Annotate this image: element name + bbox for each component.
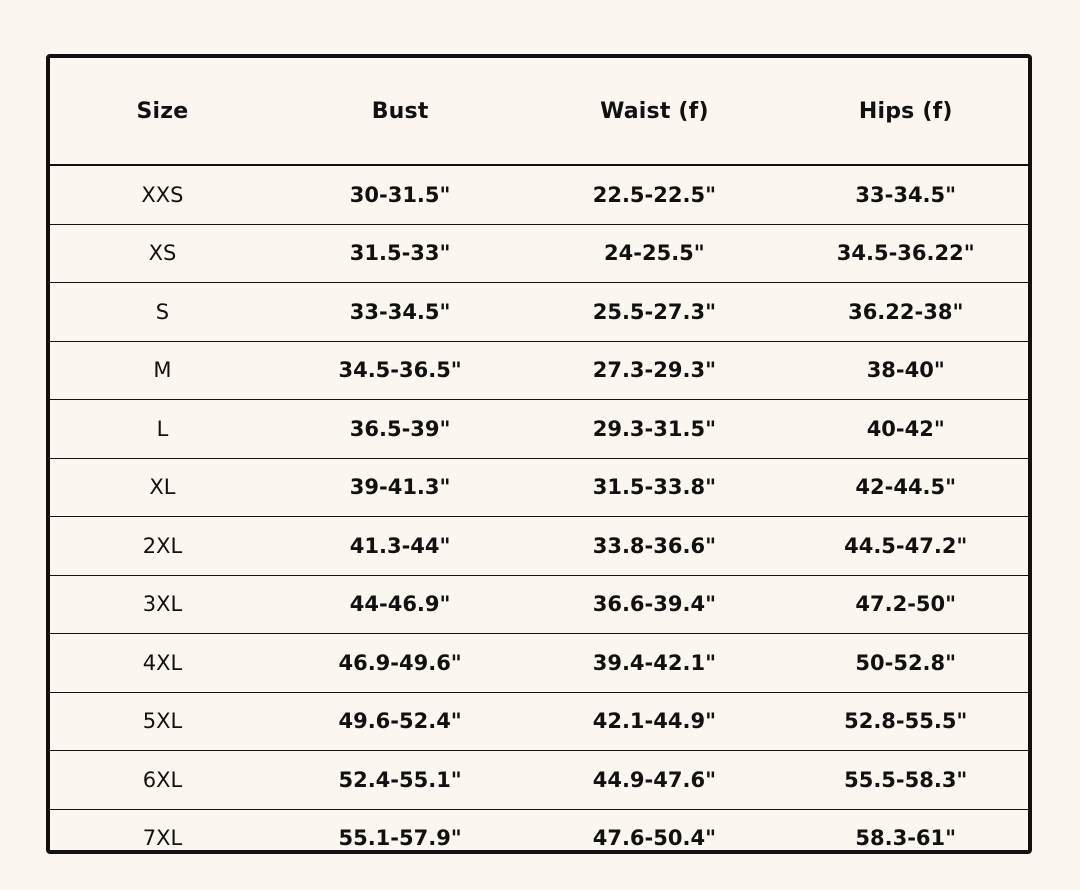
table-row	[50, 517, 1028, 576]
cell-bust: 44-46.9"	[275, 575, 525, 634]
cell-waist: 36.6-39.4"	[525, 575, 783, 634]
cell-hips: 38-40"	[783, 341, 1028, 400]
cell-waist: 39.4-42.1"	[525, 634, 783, 693]
cell-waist: 25.5-27.3"	[525, 283, 783, 342]
cell-bust: 49.6-52.4"	[275, 692, 525, 751]
column-header-hips: Hips (f)	[783, 58, 1028, 165]
cell-hips: 52.8-55.5"	[783, 692, 1028, 751]
cell-size: 7XL	[142, 826, 183, 851]
column-header-size: Size	[50, 58, 275, 165]
cell-size: S	[50, 283, 275, 342]
cell-waist: 33.8-36.6"	[525, 517, 783, 576]
cell-size: 2XL	[50, 517, 275, 576]
cell-waist: 31.5-33.8"	[525, 458, 783, 517]
cell-hips: 42-44.5"	[783, 458, 1028, 517]
cell-hips: 55.5-58.3"	[783, 751, 1028, 810]
column-header-bust: Bust	[275, 58, 525, 165]
cell-hips: 47.2-50"	[783, 575, 1028, 634]
table-row	[50, 224, 1028, 283]
cell-bust: 52.4-55.1"	[275, 751, 525, 810]
size-chart-table	[50, 58, 1028, 854]
table-row	[50, 400, 1028, 459]
cell-size: M	[50, 341, 275, 400]
cell-bust: 46.9-49.6"	[275, 634, 525, 693]
cell-hips: 58.3-61"	[855, 826, 957, 851]
cell-size: 6XL	[50, 751, 275, 810]
column-header-waist: Waist (f)	[525, 58, 783, 165]
table-row	[50, 341, 1028, 400]
cell-waist: 42.1-44.9"	[525, 692, 783, 751]
cell-size: L	[50, 400, 275, 459]
cell-size: 3XL	[50, 575, 275, 634]
table-body	[50, 165, 1028, 854]
table-header-row	[50, 58, 1028, 165]
cell-size: 5XL	[50, 692, 275, 751]
cell-waist: 22.5-22.5"	[525, 165, 783, 224]
table-row	[50, 575, 1028, 634]
table-header	[50, 58, 1028, 165]
cell-size: XS	[50, 224, 275, 283]
cell-hips: 33-34.5"	[783, 165, 1028, 224]
cell-bust: 31.5-33"	[275, 224, 525, 283]
size-chart-container	[46, 54, 1032, 854]
cell-hips: 34.5-36.22"	[783, 224, 1028, 283]
cell-bust: 34.5-36.5"	[275, 341, 525, 400]
table-row	[50, 165, 1028, 224]
cell-bust: 36.5-39"	[275, 400, 525, 459]
cell-waist: 27.3-29.3"	[525, 341, 783, 400]
cell-bust: 41.3-44"	[275, 517, 525, 576]
cell-waist: 29.3-31.5"	[525, 400, 783, 459]
table-row	[50, 283, 1028, 342]
table-row	[50, 634, 1028, 693]
table-row	[50, 458, 1028, 517]
cell-hips: 36.22-38"	[783, 283, 1028, 342]
table-row	[50, 751, 1028, 810]
cell-waist: 47.6-50.4"	[592, 826, 717, 851]
cell-bust: 39-41.3"	[275, 458, 525, 517]
cell-size: XXS	[50, 165, 275, 224]
cell-waist: 24-25.5"	[525, 224, 783, 283]
cell-waist: 44.9-47.6"	[525, 751, 783, 810]
cell-hips: 50-52.8"	[783, 634, 1028, 693]
cell-size: 4XL	[50, 634, 275, 693]
cell-bust: 30-31.5"	[275, 165, 525, 224]
cell-bust: 33-34.5"	[275, 283, 525, 342]
table-row	[50, 809, 1028, 854]
cell-hips: 44.5-47.2"	[783, 517, 1028, 576]
table-row	[50, 692, 1028, 751]
cell-bust: 55.1-57.9"	[338, 826, 462, 851]
cell-hips: 40-42"	[783, 400, 1028, 459]
cell-size: XL	[50, 458, 275, 517]
